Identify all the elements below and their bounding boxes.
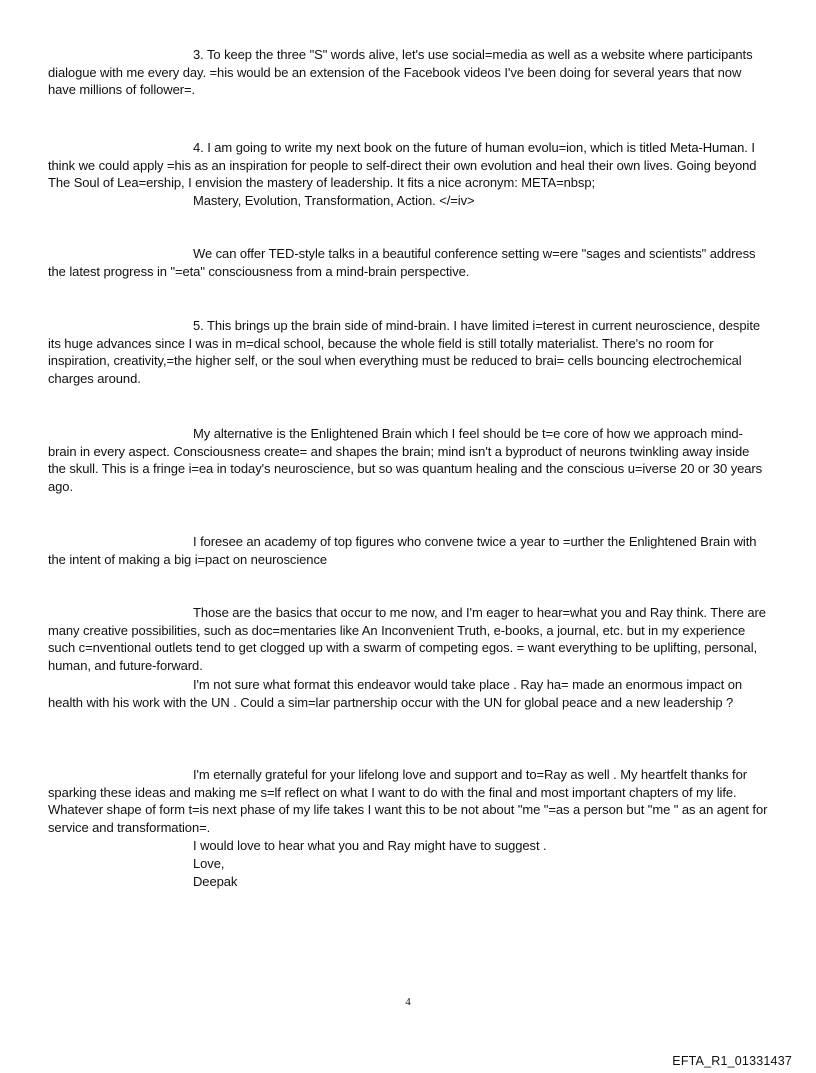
paragraph-academy: I foresee an academy of top figures who convene twice a year to =urther the Enlightened Brain with the intent of making a big i=pact on neuroscience [48,534,757,567]
acronym-line: Mastery, Evolution, Transformation, Action. </=iv> [193,193,475,208]
paragraph-enlightened-brain: My alternative is the Enlightened Brain which I feel should be t=e core of how we approach mind-brain in every aspect. Consciousness create= and shapes the brain; mind isn't a byproduct of neurons twinkling away inside the skull. This is a fringe i=ea in today's neuroscience, but so was quantum healing and the conscious u=iverse 20 or 30 years ago. [48,426,763,494]
paragraph-social-media: 3. To keep the three "S" words alive, let's use social=media as well as a website where participants dialogue with me every day. =his would be an extension of the Facebook videos I've been doing for several years that now have millions of follower=. [48,47,753,98]
paragraph-meta-human: 4. I am going to write my next book on the future of human evolu=ion, which is titled Meta-Human. I think we could apply =his as an inspiration for people to self-direct their own evolution and heal their own lives. Going beyond The Soul of Lea=ership, I envision the mastery of leadership. It fits a nice acronym: META=nbsp; [48,140,757,191]
paragraph-un-partnership: I'm not sure what format this endeavor would take place . Ray ha= made an enormous impact on health with his work with the UN . Could a sim=lar partnership occur with the UN for global peace and a new leadership ? [48,677,743,710]
signature: Deepak [193,874,238,889]
paragraph-basics: Those are the basics that occur to me now, and I'm eager to hear=what you and Ray think. There are many creative possibilities, such as doc=mentaries like An Inconvenient Truth, e-books, a journal, etc. but in my experience such c=nventional outlets tend to get clogged up with a swarm of competing egos. = want everything to be uplifting, personal, human, and future-forward. [48,605,766,673]
sign-off: Love, [193,856,225,871]
page-number: 4 [405,996,411,1008]
paragraph-gratitude: I'm eternally grateful for your lifelong love and support and to=Ray as well . My heartfelt thanks for sparking these ideas and making me s=lf reflect on what I want to do with the final and most important chapters of my life. Whatever shape of form t=is next phase of my life takes I want this to be not about "me "=as a person but "me " as an agent for service and transformation=. [48,767,768,835]
paragraph-neuroscience: 5. This brings up the brain side of mind-brain. I have limited i=terest in current neuroscience, despite its huge advances since I was in m=dical school, because the whole field is still totally materialist. There's no room for inspiration, creativity,=the higher self, or the soul when everything must be reduced to brai= cells bouncing electrochemical charges around. [48,318,760,386]
paragraph-ted-talks: We can offer TED-style talks in a beautiful conference setting w=ere "sages and scientists" address the latest progress in "=eta" consciousness from a mind-brain perspective. [48,246,756,279]
closing-line: I would love to hear what you and Ray might have to suggest . [193,838,547,853]
document-id: EFTA_R1_01331437 [672,1054,792,1068]
